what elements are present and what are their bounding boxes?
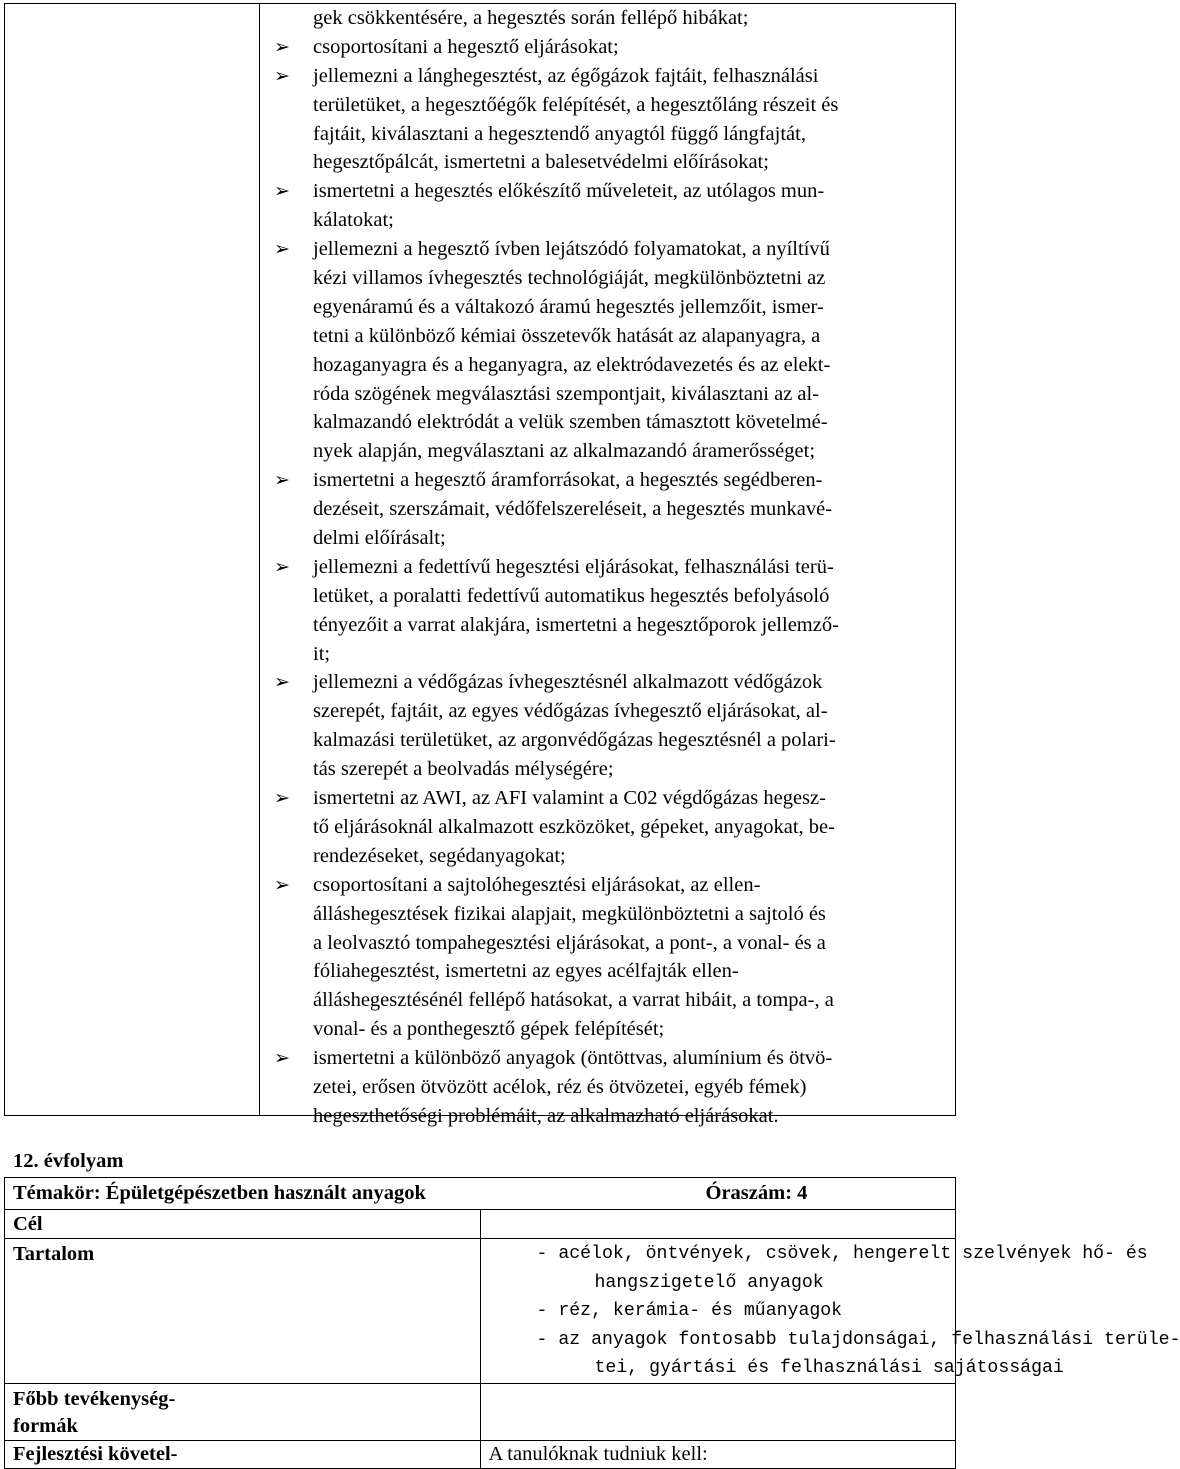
text-line: [271, 33, 951, 62]
text-line: [271, 871, 951, 900]
arrow-bullet-icon: ➢: [274, 35, 290, 58]
text-line: [271, 351, 951, 380]
content-line: - réz, kerámia- és műanyagok: [536, 1301, 843, 1321]
text-line: [271, 148, 951, 177]
line-text: szerepét, fajtáit, az egyes védőgázas ívhegesztő eljárásokat, al-: [313, 700, 828, 723]
content-line: tei, gyártási és felhasználási sajátosságai: [594, 1358, 1064, 1378]
line-text: hegeszthetőségi problémáit, az alkalmazható eljárásokat.: [313, 1104, 779, 1127]
line-text: ismertetni a hegesztő áramforrásokat, a hegesztés segédberen-: [313, 469, 823, 492]
line-text: róda szögének megválasztási szempontjait, kiválasztani az al-: [313, 382, 820, 405]
line-text: kalmazandó elektródát a velük szemben támasztott követelmé-: [313, 411, 828, 434]
text-line: [271, 726, 951, 755]
arrow-bullet-icon: ➢: [274, 64, 290, 87]
hours-label: Óraszám: 4: [705, 1182, 808, 1204]
content-label: Tartalom: [13, 1243, 95, 1265]
text-line: [271, 91, 951, 120]
line-text: ismertetni az AWI, az AFI valamint a C02 végdőgázas hegesz-: [313, 787, 826, 810]
text-line: [271, 582, 951, 611]
line-text: vonal- és a ponthegesztő gépek felépítését;: [313, 1018, 665, 1041]
content-line: hangszigetelő anyagok: [594, 1272, 824, 1293]
line-text: hegesztőpálcát, ismertetni a balesetvédelmi előírásokat;: [313, 151, 769, 174]
line-text: kalmazási területüket, az argonvédőgázas hegesztésnél a polari-: [313, 729, 836, 752]
text-line: [271, 553, 951, 582]
line-text: delmi előírásalt;: [313, 527, 446, 550]
text-line: [271, 322, 951, 351]
line-text: egyenáramú és a váltakozó áramú hegesztés jellemzőit, ismer-: [313, 295, 824, 318]
text-line: [271, 177, 951, 206]
line-text: ismertetni a hegesztés előkészítő műveleteit, az utólagos mun-: [313, 180, 825, 203]
text-line: [271, 1073, 951, 1102]
year-heading: 12. évfolyam: [13, 1150, 124, 1172]
text-line: [271, 437, 951, 466]
requirements-label: Fejlesztési követel-: [13, 1442, 178, 1465]
line-text: jellemezni a lánghegesztést, az égőgázok fajtáit, felhasználási: [313, 64, 819, 87]
text-line: [271, 62, 951, 91]
text-line: [271, 4, 951, 33]
topic-row: [5, 1178, 956, 1210]
line-text: álláshegesztések fizikai alapjait, megkülönböztetni a sajtoló és: [313, 902, 826, 925]
line-text: jellemezni a védőgázas ívhegesztésnél alkalmazott védőgázok: [313, 671, 823, 694]
text-line: [271, 784, 951, 813]
arrow-bullet-icon: ➢: [274, 238, 290, 261]
content-list: [489, 1240, 1180, 1383]
text-line: [271, 697, 951, 726]
arrow-bullet-icon: ➢: [274, 873, 290, 896]
line-text: fajtáit, kiválasztani a hegesztendő anyagtól függő lángfajtát,: [313, 122, 806, 145]
line-text: területüket, a hegesztőégők felépítését, a hegesztőláng részeit és: [313, 93, 839, 116]
line-text: tás szerepét a beolvadás mélységére;: [313, 758, 614, 781]
text-line: [271, 495, 951, 524]
text-line: [271, 264, 951, 293]
topic-title: Témakör: Épületgépészetben használt anyagok: [13, 1182, 426, 1204]
activities-label-line-1: Főbb tevékenység-: [13, 1387, 176, 1410]
text-line: [271, 668, 951, 697]
line-text: jellemezni a hegesztő ívben lejátszódó folyamatokat, a nyíltívű: [313, 238, 830, 261]
line-text: hozaganyagra és a heganyagra, az elektródavezetés és az elekt-: [313, 353, 831, 376]
line-text: rendezéseket, segédanyagokat;: [313, 844, 566, 867]
text-line: [271, 1102, 951, 1131]
arrow-bullet-icon: ➢: [274, 671, 290, 694]
text-line: [271, 1044, 951, 1073]
requirements-list: [271, 4, 951, 1131]
requirements-label-cell: [5, 1440, 481, 1468]
text-line: [271, 640, 951, 669]
text-line: [271, 900, 951, 929]
line-text: fóliahegesztést, ismertetni az egyes acélfajták ellen-: [313, 960, 739, 983]
column-divider: [259, 4, 260, 1115]
text-line: [271, 206, 951, 235]
arrow-bullet-icon: ➢: [274, 180, 290, 203]
line-text: dezéseit, szerszámait, védőfelszereléseit, a hegesztés munkavé-: [313, 498, 833, 521]
arrow-bullet-icon: ➢: [274, 555, 290, 578]
line-text: álláshegesztésénél fellépő hatásokat, a varrat hibáit, a tompa-, a: [313, 989, 834, 1012]
text-line: [271, 957, 951, 986]
line-text: jellemezni a fedettívű hegesztési eljárásokat, felhasználási terü-: [313, 555, 834, 578]
content-label-cell: [5, 1239, 481, 1384]
text-line: [271, 293, 951, 322]
line-text: kálatokat;: [313, 209, 394, 232]
line-text: a leolvasztó tompahegesztési eljárásokat, a pont-, a vonal- és a: [313, 931, 826, 954]
content-line: - az anyagok fontosabb tulajdonságai, felhasználási terüle-: [536, 1329, 1180, 1350]
line-text: ismertetni a különböző anyagok (öntöttvas, alumínium és ötvö-: [313, 1047, 833, 1070]
text-line: [271, 986, 951, 1015]
goal-label-cell: [5, 1210, 481, 1239]
arrow-bullet-icon: ➢: [274, 469, 290, 492]
text-line: [271, 380, 951, 409]
line-text: gek csökkentésére, a hegesztés során fellépő hibákat;: [313, 7, 749, 29]
topic-table: [4, 1177, 1180, 1469]
text-line: [271, 813, 951, 842]
line-text: zetei, erősen ötvözött acélok, réz és ötvözetei, egyéb fémek): [313, 1075, 807, 1098]
text-line: [271, 466, 951, 495]
requirements-value-cell: [480, 1440, 956, 1468]
content-value-cell: [480, 1239, 1180, 1384]
text-line: [271, 235, 951, 264]
goal-label: Cél: [13, 1213, 43, 1235]
content-line: - acélok, öntvények, csövek, hengerelt szelvények hő- és: [536, 1244, 1148, 1264]
text-line: [271, 755, 951, 784]
text-line: [271, 842, 951, 871]
line-text: csoportosítani a sajtolóhegesztési eljárásokat, az ellen-: [313, 873, 761, 896]
text-line: [271, 929, 951, 958]
line-text: nyek alapján, megválasztani az alkalmazandó áramerősséget;: [313, 440, 816, 463]
text-line: [271, 408, 951, 437]
goal-value-cell: [480, 1210, 956, 1239]
text-line: [271, 1015, 951, 1044]
line-text: it;: [313, 642, 331, 665]
activities-label-cell: [5, 1383, 481, 1440]
activities-label-line-2: formák: [13, 1414, 78, 1437]
line-text: letüket, a poralatti fedettívű automatikus hegesztés befolyásoló: [313, 584, 830, 607]
line-text: csoportosítani a hegesztő eljárásokat;: [313, 35, 619, 58]
line-text: kézi villamos ívhegesztés technológiáját, megkülönböztetni az: [313, 267, 826, 290]
line-text: tő eljárásoknál alkalmazott eszközöket, gépeket, anyagokat, be-: [313, 815, 835, 838]
text-line: [271, 120, 951, 149]
arrow-bullet-icon: ➢: [274, 1047, 290, 1070]
requirements-text: A tanulóknak tudniuk kell:: [488, 1442, 708, 1465]
text-line: [271, 524, 951, 553]
line-text: tetni a különböző kémiai összetevők hatását az alapanyagra, a: [313, 324, 821, 347]
line-text: tényezőit a varrat alakjára, ismertetni a hegesztőporok jellemző-: [313, 613, 839, 636]
arrow-bullet-icon: ➢: [274, 787, 290, 810]
activities-value-cell: [480, 1383, 956, 1440]
text-line: [271, 611, 951, 640]
